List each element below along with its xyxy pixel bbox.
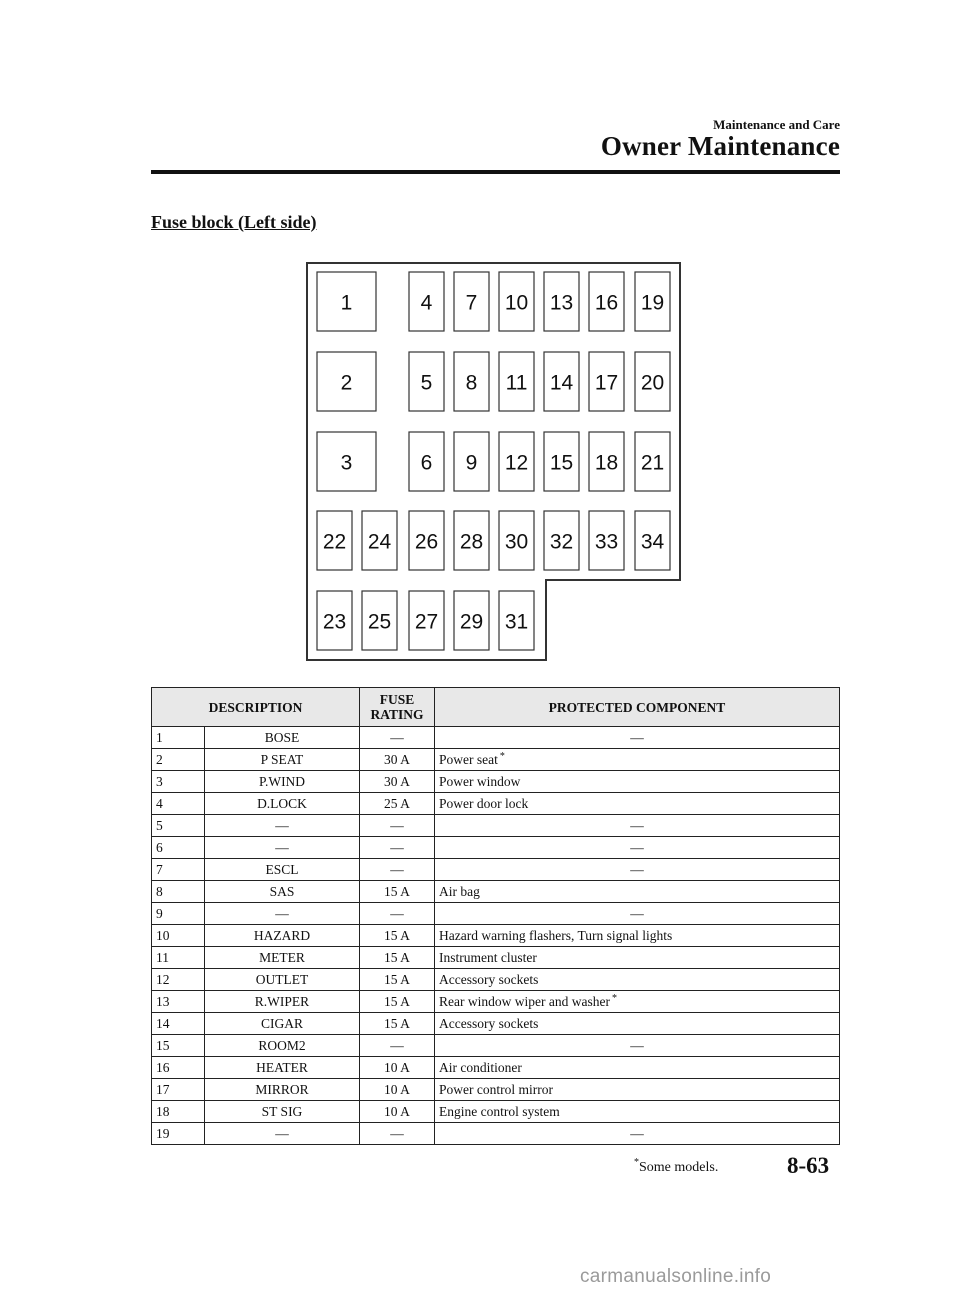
fuse-slot-label: 19 [640,291,665,315]
fuse-number-cell-text: 14 [156,1016,170,1031]
table-row [152,859,840,881]
fuse-slot-label: 9 [465,451,478,475]
protected-component-cell-text: Accessory sockets [439,1016,539,1031]
table-row [152,969,840,991]
description-cell-text: ROOM2 [258,1038,306,1053]
description-cell [205,1035,360,1057]
description-cell [205,771,360,793]
fuse-slot-label: 14 [549,371,574,395]
col-description: DESCRIPTION [152,688,360,727]
protected-component-cell [435,859,840,881]
description-cell [205,925,360,947]
protected-component-cell [435,925,840,947]
protected-component-cell-text: Accessory sockets [439,972,539,987]
fuse-number-cell-text: 1 [156,730,163,745]
fuse-rating-cell [360,903,435,925]
fuse-number-cell [152,1057,205,1079]
fuse-rating-cell [360,793,435,815]
page-number: 8-63 [787,1153,830,1178]
fuse-slot-label: 33 [594,530,619,554]
fuse-rating-cell [360,859,435,881]
col-fuse-rating-line2: RATING [370,707,424,722]
description-cell-text: OUTLET [255,972,309,987]
fuse-rating-cell-text: — [390,840,404,855]
description-cell [205,1013,360,1035]
fuse-slot-label: 32 [549,530,574,554]
fuse-table-body [152,727,840,1145]
fuse-rating-cell-text: 15 A [384,950,410,965]
protected-component-cell-text: Hazard warning flashers, Turn signal lights [439,928,673,943]
description-cell [205,969,360,991]
fuse-rating-cell-text: 15 A [384,928,410,943]
protected-component-cell-text: — [630,1038,644,1053]
fuse-slot-label: 23 [322,610,347,634]
protected-component-cell [435,1101,840,1123]
fuse-rating-cell [360,1101,435,1123]
fuse-rating-cell-text: 30 A [384,752,410,767]
fuse-rating-cell [360,1079,435,1101]
protected-component-cell [435,793,840,815]
table-row [152,1035,840,1057]
fuse-number-cell-text: 6 [156,840,163,855]
protected-component-cell-text: Instrument cluster [439,950,537,965]
table-row [152,1079,840,1101]
fuse-number-cell [152,1035,205,1057]
fuse-rating-cell [360,991,435,1013]
fuse-slot-label: 18 [594,451,619,475]
description-cell-text: HAZARD [253,928,311,943]
fuse-slot-label: 34 [640,530,665,554]
footnote [632,1157,719,1176]
asterisk-icon: * [634,1157,639,1168]
fuse-rating-cell [360,1035,435,1057]
fuse-slot-label: 6 [420,451,433,475]
asterisk-icon: * [611,993,617,1004]
protected-component-cell [435,969,840,991]
table-row [152,837,840,859]
table-row [152,1123,840,1145]
fuse-rating-cell [360,749,435,771]
fuse-slot-label: 25 [367,610,392,634]
table-row [152,749,840,771]
fuse-rating-cell-text: — [390,862,404,877]
protected-component-cell-text: Power window [439,774,521,789]
col-protected-component: PROTECTED COMPONENT [435,688,840,727]
table-row [152,771,840,793]
protected-component-cell-text: Engine control system [439,1104,560,1119]
description-cell-text: — [275,1126,289,1141]
protected-component-cell [435,815,840,837]
fuse-rating-cell-text: — [390,1038,404,1053]
fuse-number-cell [152,903,205,925]
fuse-slot-label: 8 [465,371,478,395]
fuse-number-cell-text: 8 [156,884,163,899]
description-cell-text: ESCL [265,862,299,877]
description-cell [205,859,360,881]
protected-component-cell [435,903,840,925]
description-cell-text: METER [259,950,305,965]
table-row [152,1057,840,1079]
protected-component-cell [435,947,840,969]
fuse-rating-cell [360,925,435,947]
protected-component-cell [435,1013,840,1035]
protected-component-cell-text: — [630,818,644,833]
fuse-slot-label: 16 [594,291,619,315]
table-row [152,991,840,1013]
fuse-number-cell [152,771,205,793]
fuse-rating-cell [360,837,435,859]
fuse-number-cell [152,1079,205,1101]
description-cell [205,1123,360,1145]
fuse-slot-label: 22 [322,530,347,554]
fuse-number-cell-text: 9 [156,906,163,921]
fuse-number-cell [152,1101,205,1123]
description-cell-text: R.WIPER [254,994,310,1009]
table-row [152,1101,840,1123]
table-row [152,815,840,837]
fuse-number-cell [152,1013,205,1035]
fuse-rating-cell [360,771,435,793]
protected-component-cell [435,837,840,859]
protected-component-cell [435,727,840,749]
protected-component-cell-text: — [630,840,644,855]
description-cell-text: — [275,906,289,921]
fuse-slot-label: 1 [340,291,353,315]
footnote-text: Some models. [639,1160,719,1175]
fuse-rating-cell-text: 15 A [384,994,410,1009]
table-row [152,793,840,815]
fuse-number-cell [152,947,205,969]
fuse-rating-cell [360,1123,435,1145]
table-row [152,1013,840,1035]
fuse-slot-label: 7 [465,291,478,315]
fuse-number-cell [152,925,205,947]
protected-component-cell-text: Power control mirror [439,1082,553,1097]
fuse-number-cell [152,881,205,903]
fuse-number-cell [152,793,205,815]
protected-component-cell [435,1123,840,1145]
protected-component-cell [435,881,840,903]
fuse-rating-cell [360,881,435,903]
description-cell-text: BOSE [264,730,300,745]
protected-component-cell-text: Rear window wiper and washer [439,994,610,1009]
col-fuse-rating [360,688,435,727]
description-cell [205,1101,360,1123]
fuse-rating-cell-text: — [390,906,404,921]
fuse-number-cell-text: 13 [156,994,170,1009]
fuse-slot-label: 26 [414,530,439,554]
description-cell [205,727,360,749]
description-cell-text: CIGAR [260,1016,303,1031]
fuse-number-cell-text: 11 [156,950,169,965]
fuse-rating-cell-text: — [390,730,404,745]
site-watermark: carmanualsonline.info [580,1266,772,1287]
section-label: Maintenance and Care [713,117,840,132]
table-row [152,925,840,947]
fuse-rating-cell-text: — [390,818,404,833]
fuse-number-cell-text: 3 [156,774,163,789]
fuse-block-heading: Fuse block (Left side) [151,212,317,232]
protected-component-cell [435,749,840,771]
fuse-rating-cell-text: — [390,1126,404,1141]
description-cell [205,1057,360,1079]
fuse-number-cell-text: 4 [156,796,163,811]
protected-component-cell [435,1057,840,1079]
protected-component-cell [435,771,840,793]
fuse-number-cell-text: 17 [156,1082,170,1097]
protected-component-cell-text: Power seat [439,752,498,767]
protected-component-cell [435,1079,840,1101]
fuse-number-cell [152,1123,205,1145]
fuse-slot-label: 10 [504,291,529,315]
fuse-slot-label: 30 [504,530,529,554]
fuse-number-cell [152,815,205,837]
fuse-slot-label: 20 [640,371,665,395]
fuse-slot-label: 2 [340,371,353,395]
asterisk-icon: * [499,751,505,762]
fuse-number-cell-text: 7 [156,862,163,877]
description-cell [205,903,360,925]
fuse-slot-label: 31 [504,610,529,634]
fuse-rating-cell-text: 30 A [384,774,410,789]
table-header-row [152,688,840,727]
fuse-slot-label: 12 [504,451,529,475]
fuse-rating-cell [360,1057,435,1079]
fuse-number-cell-text: 12 [156,972,170,987]
fuse-table [151,687,840,1145]
fuse-rating-cell [360,947,435,969]
fuse-slot-label: 29 [459,610,484,634]
fuse-number-cell [152,969,205,991]
fuse-slot-label: 17 [594,371,619,395]
fuse-rating-cell [360,1013,435,1035]
fuse-slot-label: 24 [367,530,392,554]
description-cell-text: SAS [269,884,295,899]
protected-component-cell [435,1035,840,1057]
description-cell-text: P.WIND [258,774,306,789]
fuse-number-cell [152,749,205,771]
fuse-number-cell-text: 5 [156,818,163,833]
fuse-number-cell-text: 2 [156,752,163,767]
fuse-rating-cell-text: 15 A [384,884,410,899]
fuse-number-cell [152,837,205,859]
fuse-number-cell-text: 10 [156,928,170,943]
description-cell-text: MIRROR [255,1082,309,1097]
description-cell-text: D.LOCK [257,796,307,811]
description-cell-text: — [275,840,289,855]
fuse-slot-label: 21 [640,451,665,475]
table-row [152,947,840,969]
fuse-number-cell [152,859,205,881]
fuse-rating-cell-text: 10 A [384,1082,410,1097]
fuse-slot-label: 15 [549,451,574,475]
protected-component-cell-text: — [630,1126,644,1141]
description-cell-text: HEATER [256,1060,308,1075]
fuse-rating-cell-text: 15 A [384,1016,410,1031]
table-row [152,881,840,903]
fuse-slot-label: 11 [505,371,528,395]
fuse-slot-label: 13 [549,291,574,315]
protected-component-cell-text: — [630,862,644,877]
fuse-number-cell-text: 16 [156,1060,170,1075]
description-cell [205,991,360,1013]
fuse-slot-label: 5 [420,371,433,395]
fuse-slot-label: 28 [459,530,484,554]
fuse-rating-cell-text: 10 A [384,1104,410,1119]
description-cell [205,793,360,815]
protected-component-cell-text: — [630,730,644,745]
table-row [152,903,840,925]
description-cell [205,881,360,903]
description-cell [205,815,360,837]
protected-component-cell-text: Power door lock [439,796,529,811]
fuse-rating-cell-text: 25 A [384,796,410,811]
protected-component-cell-text: Air bag [439,884,480,899]
fuse-rating-cell [360,727,435,749]
fuse-number-cell [152,727,205,749]
fuse-number-cell [152,991,205,1013]
protected-component-cell-text: — [630,906,644,921]
table-row [152,727,840,749]
description-cell-text: P SEAT [260,752,304,767]
col-fuse-rating-line1: FUSE [379,692,415,707]
description-cell-text: — [275,818,289,833]
description-cell [205,837,360,859]
fuse-rating-cell [360,969,435,991]
fuse-slot-label: 27 [414,610,439,634]
protected-component-cell [435,991,840,1013]
fuse-rating-cell [360,815,435,837]
description-cell [205,1079,360,1101]
description-cell-text: ST SIG [261,1104,303,1119]
description-cell [205,947,360,969]
section-title: Owner Maintenance [600,131,840,161]
fuse-number-cell-text: 18 [156,1104,170,1119]
fuse-number-cell-text: 15 [156,1038,170,1053]
fuse-number-cell-text: 19 [156,1126,170,1141]
fuse-slot-label: 4 [420,291,433,315]
description-cell [205,749,360,771]
fuse-slot-label: 3 [340,451,353,475]
protected-component-cell-text: Air conditioner [439,1060,522,1075]
fuse-rating-cell-text: 15 A [384,972,410,987]
fuse-rating-cell-text: 10 A [384,1060,410,1075]
